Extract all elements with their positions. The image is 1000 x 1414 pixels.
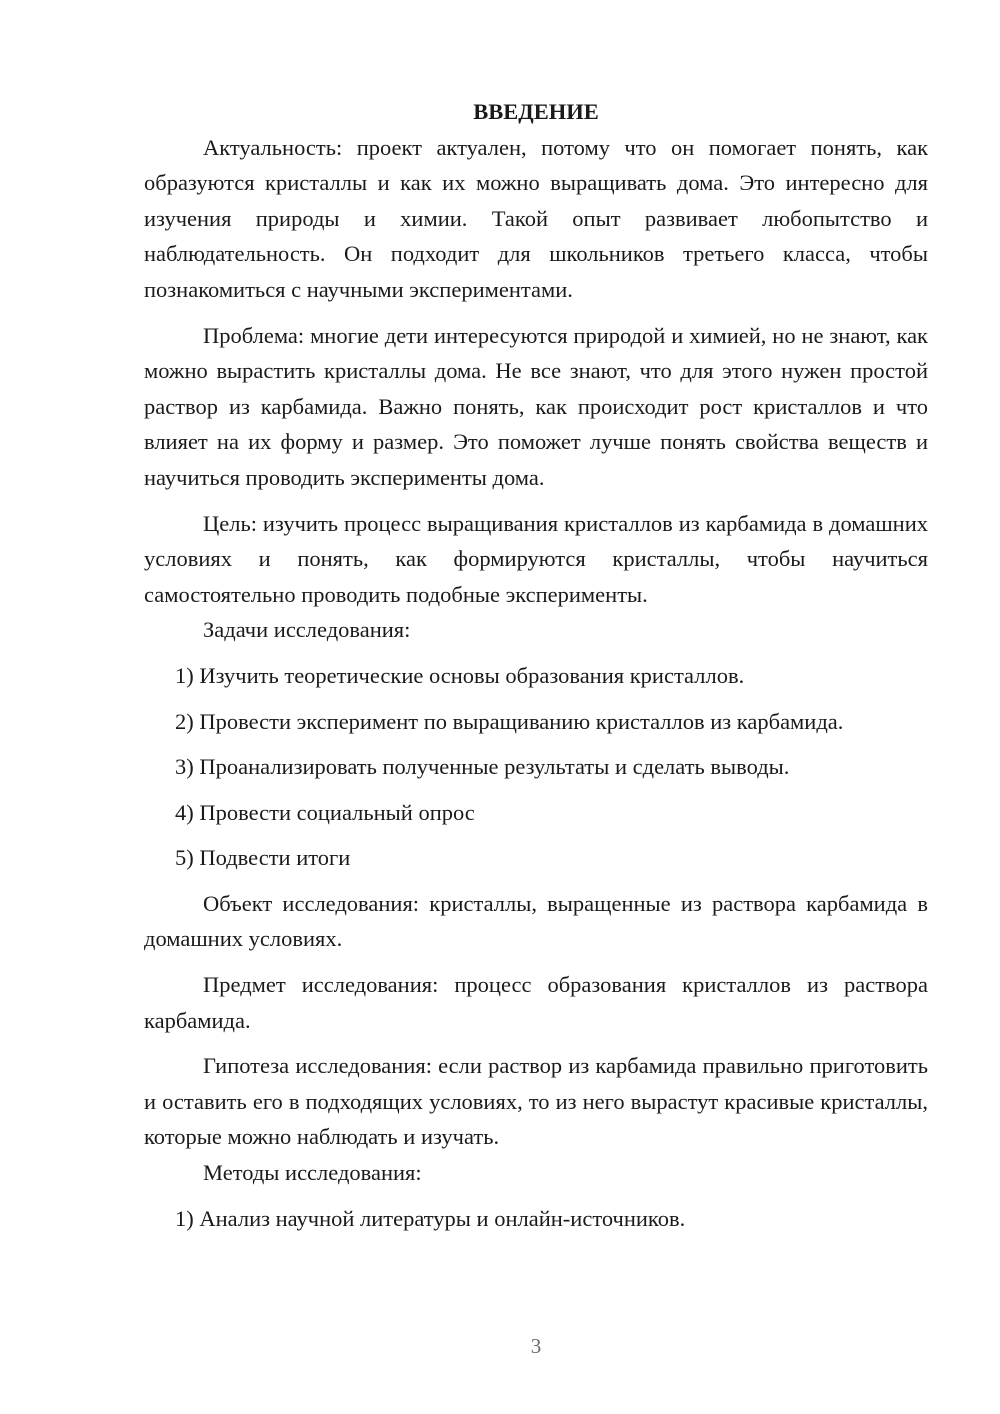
subject-paragraph: Предмет исследования: процесс образования кристаллов из раствора карбамида. [144, 972, 928, 1033]
hypothesis-paragraph: Гипотеза исследования: если раствор из карбамида правильно приготовить и оставить его в подходящих условиях, то из него вырастут красивые кристаллы, которые можно наблюдать и изучать. [144, 1053, 928, 1150]
relevance-paragraph: Актуальность: проект актуален, потому что он помогает понять, как образуются кристаллы и как их можно выращивать дома. Это интересно для изучения природы и химии. Такой опыт развивает любопытство и наблюдательность. Он подходит для школьников третьего класса, чтобы познакомиться с научными экспериментами. [144, 134, 928, 302]
task-item-5: 5) Подвести итоги [175, 845, 351, 871]
task-item-3: 3) Проанализировать полученные результаты и сделать выводы. [175, 754, 790, 780]
section-title: ВВЕДЕНИЕ [473, 99, 599, 124]
task-item-1: 1) Изучить теоретические основы образования кристаллов. [175, 662, 745, 688]
tasks-list [144, 658, 928, 876]
method-item-1: 1) Анализ научной литературы и онлайн-источников. [175, 1205, 686, 1231]
page-content [144, 94, 928, 1236]
methods-list [144, 1201, 928, 1237]
goal-paragraph: Цель: изучить процесс выращивания кристаллов из карбамида в домашних условиях и понять, как формируются кристаллы, чтобы научиться самостоятельно проводить подобные эксперименты. [144, 510, 928, 607]
task-item-2: 2) Провести эксперимент по выращиванию кристаллов из карбамида. [175, 708, 844, 734]
object-paragraph: Объект исследования: кристаллы, выращенные из раствора карбамида в домашних условиях. [144, 890, 928, 952]
page-number: 3 [530, 1334, 542, 1358]
methods-heading: Методы исследования: [203, 1160, 422, 1186]
problem-paragraph: Проблема: многие дети интересуются природой и химией, но не знают, как можно вырастить кристаллы дома. Не все знают, что для этого нужен простой раствор из карбамида. Важно понять, как происходит рост кристаллов и что влияет на их форму и размер. Это поможет лучше понять свойства веществ и научиться проводить эксперименты дома. [144, 322, 928, 490]
task-item-4: 4) Провести социальный опрос [175, 799, 475, 825]
tasks-heading: Задачи исследования: [203, 617, 411, 643]
